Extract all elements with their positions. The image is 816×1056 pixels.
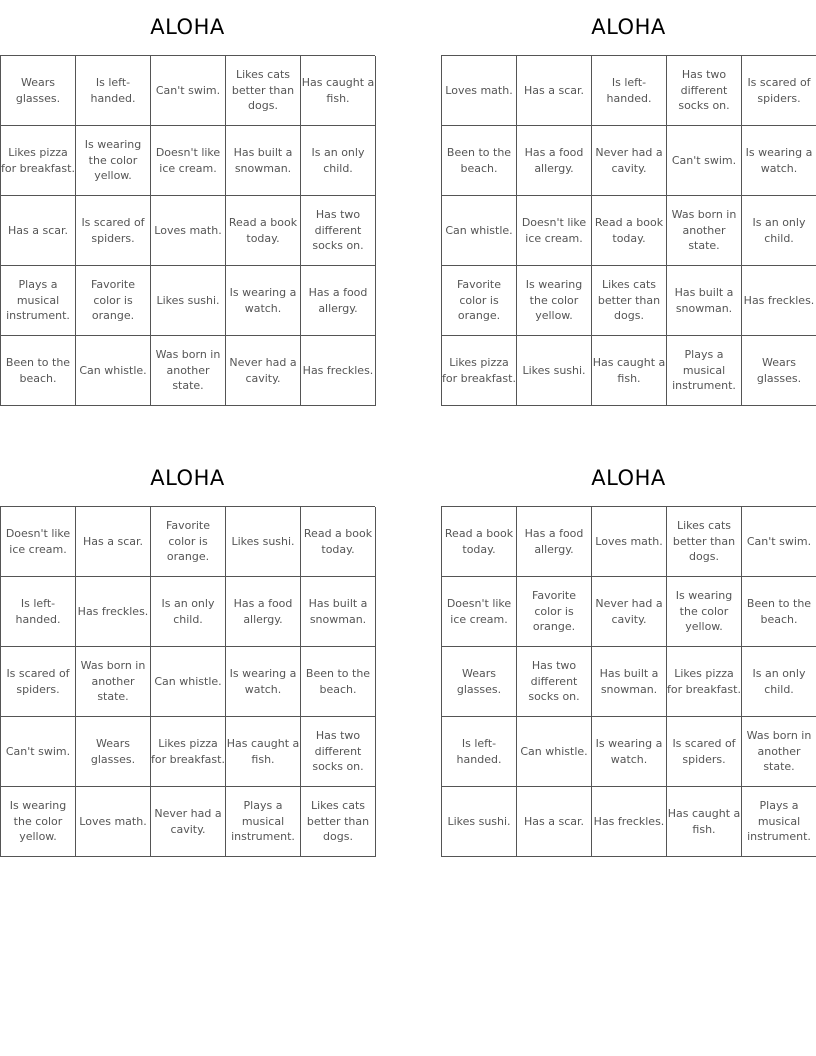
bingo-cell: Has a scar. [517,787,592,857]
bingo-cell: Likes sushi. [226,507,301,577]
bingo-cell: Never had a cavity. [592,126,667,196]
bingo-cell: Is an only child. [301,126,376,196]
bingo-cell: Wears glasses. [742,336,816,406]
bingo-cell: Is left-handed. [1,577,76,647]
bingo-cell: Is wearing a watch. [592,717,667,787]
bingo-cell: Wears glasses. [442,647,517,717]
bingo-grid [441,55,816,406]
bingo-cell: Has built a snowman. [592,647,667,717]
bingo-cell: Likes cats better than dogs. [667,507,742,577]
bingo-cell: Can't swim. [667,126,742,196]
bingo-cell: Has a food allergy. [301,266,376,336]
bingo-cell: Is left-handed. [442,717,517,787]
bingo-cell: Read a book today. [301,507,376,577]
bingo-cell: Read a book today. [226,196,301,266]
bingo-cell: Favorite color is orange. [517,577,592,647]
bingo-cell: Doesn't like ice cream. [517,196,592,266]
bingo-card-1 [0,0,375,406]
bingo-cell: Is scared of spiders. [1,647,76,717]
bingo-cell: Was born in another state. [667,196,742,266]
bingo-cell: Has two different socks on. [301,196,376,266]
bingo-cell: Has two different socks on. [667,56,742,126]
bingo-cell: Has built a snowman. [301,577,376,647]
bingo-cell: Has a food allergy. [517,507,592,577]
bingo-cell: Has freckles. [76,577,151,647]
bingo-cell: Likes cats better than dogs. [301,787,376,857]
bingo-cell: Favorite color is orange. [76,266,151,336]
bingo-cell: Read a book today. [592,196,667,266]
bingo-cell: Has freckles. [301,336,376,406]
bingo-cell: Is an only child. [742,196,816,266]
bingo-cell: Loves math. [76,787,151,857]
bingo-cell: Plays a musical instrument. [226,787,301,857]
bingo-cell: Is an only child. [151,577,226,647]
bingo-cell: Likes pizza for breakfast. [442,336,517,406]
bingo-cell: Has caught a fish. [667,787,742,857]
bingo-cell: Can whistle. [517,717,592,787]
bingo-cell: Likes pizza for breakfast. [1,126,76,196]
bingo-cell: Has caught a fish. [226,717,301,787]
bingo-cell: Was born in another state. [76,647,151,717]
bingo-cell: Is wearing the color yellow. [667,577,742,647]
bingo-cell: Was born in another state. [742,717,816,787]
bingo-cell: Likes pizza for breakfast. [667,647,742,717]
bingo-cell: Is wearing the color yellow. [1,787,76,857]
bingo-cell: Plays a musical instrument. [667,336,742,406]
bingo-cell: Is scared of spiders. [742,56,816,126]
bingo-card-3 [0,451,375,857]
bingo-cell: Doesn't like ice cream. [151,126,226,196]
card-title: ALOHA [150,15,225,39]
bingo-cell: Has built a snowman. [226,126,301,196]
bingo-card-4 [441,451,816,857]
bingo-cell: Can't swim. [742,507,816,577]
bingo-cell: Can whistle. [76,336,151,406]
bingo-cell: Likes sushi. [151,266,226,336]
bingo-cell: Is wearing the color yellow. [517,266,592,336]
bingo-grid [0,506,375,857]
bingo-cell: Has freckles. [742,266,816,336]
bingo-cell: Has a scar. [76,507,151,577]
bingo-cell: Is left-handed. [592,56,667,126]
bingo-cell: Has a scar. [1,196,76,266]
bingo-cell: Is scared of spiders. [667,717,742,787]
bingo-cell: Likes cats better than dogs. [592,266,667,336]
bingo-cell: Is wearing a watch. [226,266,301,336]
bingo-cell: Loves math. [442,56,517,126]
bingo-cell: Has a food allergy. [226,577,301,647]
bingo-cell: Been to the beach. [301,647,376,717]
bingo-cell: Has a food allergy. [517,126,592,196]
card-title: ALOHA [591,15,666,39]
bingo-cell: Doesn't like ice cream. [442,577,517,647]
bingo-cell: Is wearing a watch. [226,647,301,717]
bingo-cell: Likes pizza for breakfast. [151,717,226,787]
bingo-cell: Is an only child. [742,647,816,717]
bingo-cell: Plays a musical instrument. [1,266,76,336]
bingo-cell: Is wearing a watch. [742,126,816,196]
bingo-cell: Is wearing the color yellow. [76,126,151,196]
bingo-cell: Is left-handed. [76,56,151,126]
bingo-cell: Has caught a fish. [301,56,376,126]
card-title: ALOHA [591,466,666,490]
bingo-cell: Has two different socks on. [301,717,376,787]
bingo-cell: Can't swim. [151,56,226,126]
bingo-cell: Doesn't like ice cream. [1,507,76,577]
bingo-cell: Loves math. [151,196,226,266]
bingo-cell: Has two different socks on. [517,647,592,717]
bingo-cell: Likes sushi. [442,787,517,857]
bingo-cell: Can whistle. [442,196,517,266]
bingo-cell: Never had a cavity. [151,787,226,857]
bingo-cell: Never had a cavity. [592,577,667,647]
bingo-cell: Has a scar. [517,56,592,126]
bingo-cell: Favorite color is orange. [151,507,226,577]
bingo-cell: Has caught a fish. [592,336,667,406]
bingo-cell: Been to the beach. [1,336,76,406]
bingo-cell: Likes sushi. [517,336,592,406]
bingo-grid [441,506,816,857]
bingo-cell: Has built a snowman. [667,266,742,336]
bingo-card-2 [441,0,816,406]
bingo-grid [0,55,375,406]
bingo-cell: Likes cats better than dogs. [226,56,301,126]
bingo-cell: Been to the beach. [742,577,816,647]
bingo-cell: Has freckles. [592,787,667,857]
bingo-cell: Been to the beach. [442,126,517,196]
bingo-cell: Favorite color is orange. [442,266,517,336]
bingo-cell: Never had a cavity. [226,336,301,406]
bingo-cell: Is scared of spiders. [76,196,151,266]
bingo-cell: Can't swim. [1,717,76,787]
bingo-cell: Wears glasses. [76,717,151,787]
bingo-cell: Was born in another state. [151,336,226,406]
bingo-cell: Can whistle. [151,647,226,717]
bingo-cell: Read a book today. [442,507,517,577]
bingo-cell: Plays a musical instrument. [742,787,816,857]
bingo-cell: Wears glasses. [1,56,76,126]
card-title: ALOHA [150,466,225,490]
bingo-cell: Loves math. [592,507,667,577]
